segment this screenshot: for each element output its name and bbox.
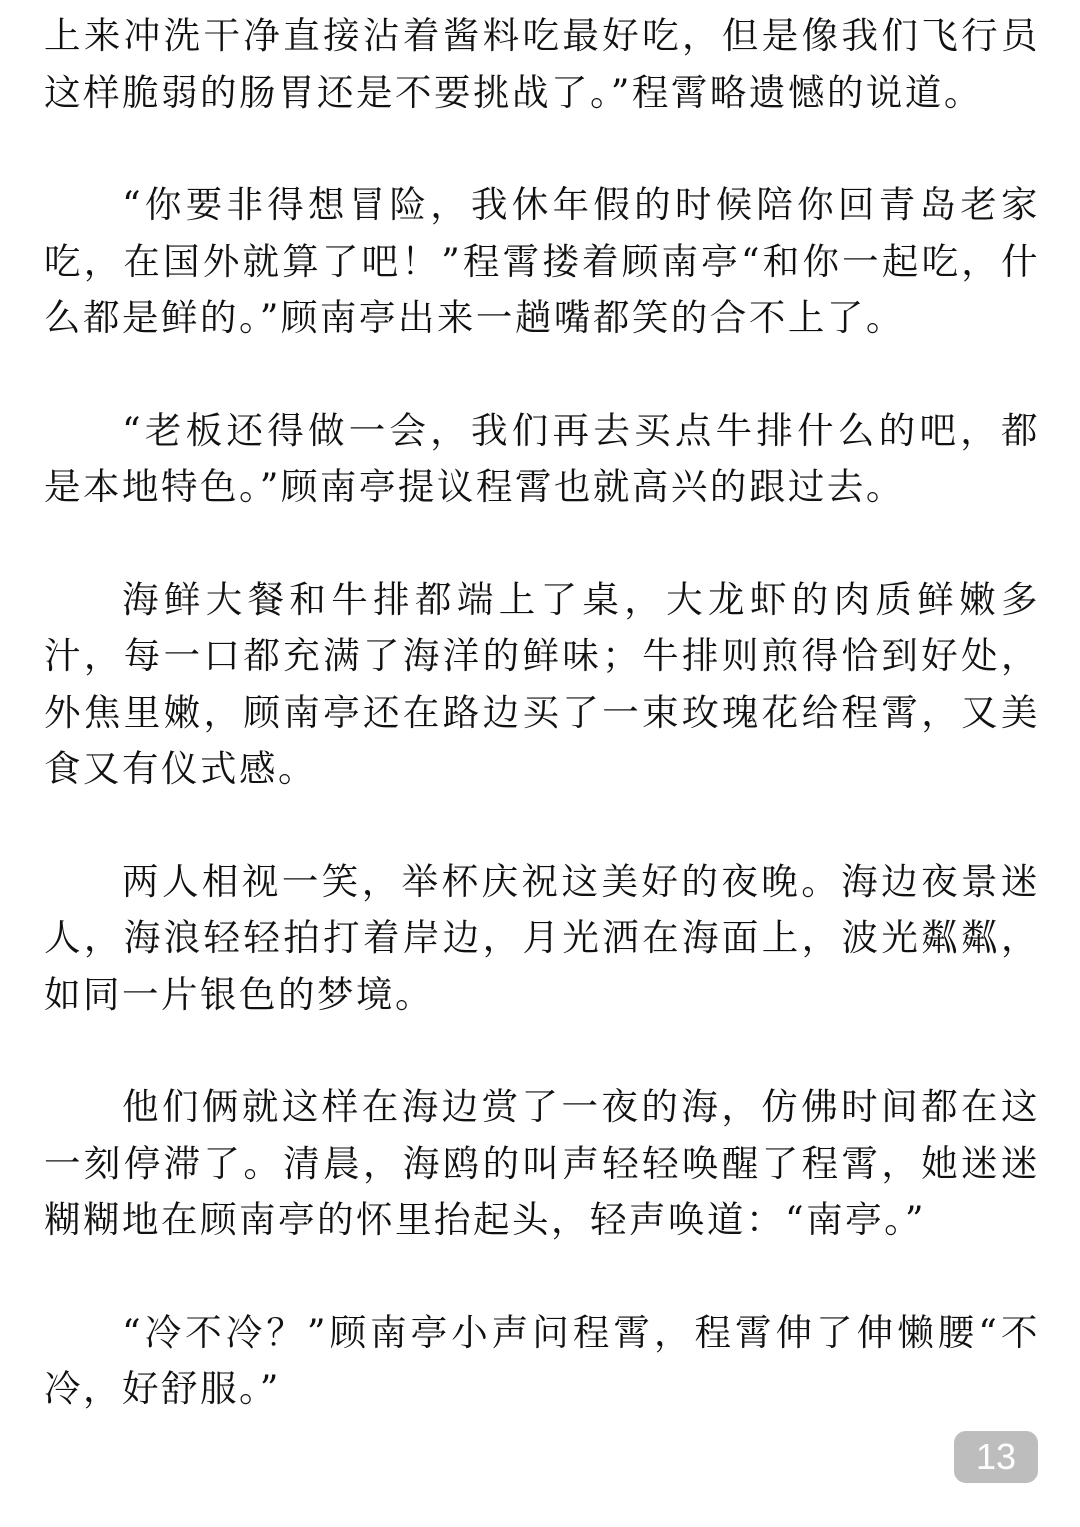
paragraph-spacer [44,798,1040,854]
paragraph-spacer [44,121,1040,177]
page-number-badge[interactable]: 13 [954,1431,1038,1483]
paragraph-spacer [44,1023,1040,1079]
paragraph-3: “老板还得做一会，我们再去买点牛排什么的吧，都是本地特色。”顾南亭提议程霄也就高兴的跟过去。 [44,408,1040,508]
paragraph-spacer [44,1249,1040,1305]
paragraph-1: 上来冲洗干净直接沾着酱料吃最好吃，但是像我们飞行员这样脆弱的肠胃还是不要挑战了。”程霄略遗憾的说道。 [44,14,1040,114]
paragraph-6: 他们俩就这样在海边赏了一夜的海，仿佛时间都在这一刻停滞了。清晨，海鸥的叫声轻轻唤醒了程霄，她迷迷糊糊地在顾南亭的怀里抬起头，轻声唤道：“南亭。” [44,1085,1040,1241]
paragraph-5: 两人相视一笑，举杯庆祝这美好的夜晚。海边夜景迷人，海浪轻轻拍打着岸边，月光洒在海面上，波光粼粼，如同一片银色的梦境。 [44,859,1040,1016]
reader-page [44,8,1040,1418]
paragraph-7: “冷不冷？”顾南亭小声问程霄，程霄伸了伸懒腰“不冷，好舒服。” [44,1310,1040,1410]
paragraph-4: 海鲜大餐和牛排都端上了桌，大龙虾的肉质鲜嫩多汁，每一口都充满了海洋的鲜味；牛排则煎得恰到好处，外焦里嫩，顾南亭还在路边买了一束玫瑰花给程霄，又美食又有仪式感。 [44,577,1040,790]
paragraph-2: “你要非得想冒险，我休年假的时候陪你回青岛老家吃，在国外就算了吧！”程霄搂着顾南亭“和你一起吃，什么都是鲜的。”顾南亭出来一趟嘴都笑的合不上了。 [44,183,1040,339]
paragraph-spacer [44,347,1040,403]
paragraph-spacer [44,516,1040,572]
